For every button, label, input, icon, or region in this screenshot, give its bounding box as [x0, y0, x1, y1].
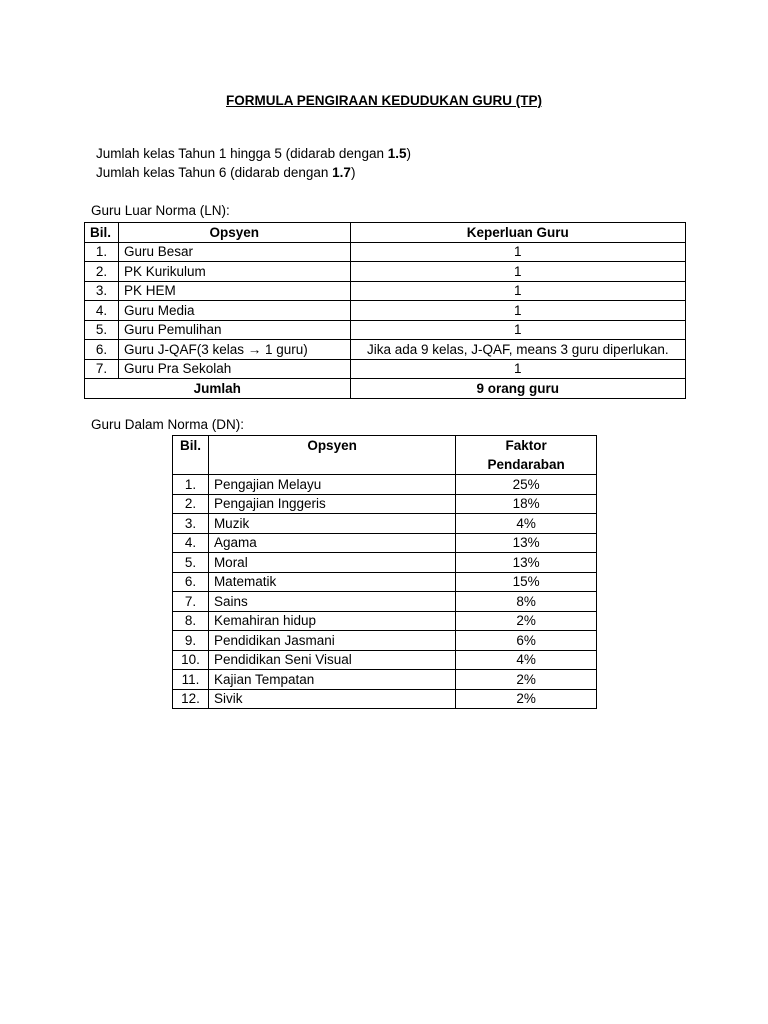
row-faktor: 15% [456, 572, 597, 592]
row-faktor: 2% [456, 670, 597, 690]
header-keperluan-guru: Keperluan Guru [350, 223, 685, 243]
row-opsyen: PK HEM [118, 281, 350, 301]
row-keperluan: 1 [350, 262, 685, 282]
formula-text: Jumlah kelas Tahun 1 hingga 5 (didarab dengan [96, 146, 388, 161]
row-opsyen: Sains [208, 592, 455, 612]
header-opsyen: Opsyen [208, 436, 455, 475]
row-bil: 4. [85, 301, 119, 321]
row-opsyen: Kajian Tempatan [208, 670, 455, 690]
row-opsyen: Matematik [208, 572, 455, 592]
row-faktor: 13% [456, 553, 597, 573]
row-bil: 4. [173, 533, 209, 553]
total-label: Jumlah [85, 379, 351, 399]
row-keperluan: 1 [350, 301, 685, 321]
row-bil: 12. [173, 689, 209, 709]
row-faktor: 6% [456, 631, 597, 651]
table-header-row [173, 436, 597, 475]
table-row [85, 301, 686, 321]
ln-table [84, 222, 686, 399]
row-bil: 6. [85, 340, 119, 360]
table-row [173, 689, 597, 709]
row-faktor: 4% [456, 514, 597, 534]
row-bil: 1. [173, 475, 209, 495]
row-keperluan: 1 [350, 242, 685, 262]
table-row [85, 340, 686, 360]
row-bil: 3. [173, 514, 209, 534]
table-row [173, 611, 597, 631]
row-bil: 2. [85, 262, 119, 282]
row-faktor: 2% [456, 611, 597, 631]
row-keperluan: 1 [350, 281, 685, 301]
header-faktor-pendaraban [456, 436, 597, 475]
row-bil: 11. [173, 670, 209, 690]
table-row [85, 242, 686, 262]
total-value: 9 orang guru [350, 379, 685, 399]
row-bil: 7. [85, 359, 119, 379]
row-bil: 7. [173, 592, 209, 612]
header-faktor-line1: Faktor [505, 438, 547, 453]
row-bil: 2. [173, 494, 209, 514]
row-bil: 10. [173, 650, 209, 670]
table-row [173, 494, 597, 514]
header-opsyen: Opsyen [118, 223, 350, 243]
row-faktor: 13% [456, 533, 597, 553]
row-bil: 5. [173, 553, 209, 573]
row-opsyen: Guru Besar [118, 242, 350, 262]
table-row [173, 553, 597, 573]
row-opsyen: Guru Pra Sekolah [118, 359, 350, 379]
ln-section-label: Guru Luar Norma (LN): [91, 203, 230, 218]
row-faktor: 2% [456, 689, 597, 709]
row-opsyen: Guru Media [118, 301, 350, 321]
table-row [173, 475, 597, 495]
table-row [85, 320, 686, 340]
header-faktor-line2: Pendaraban [487, 457, 565, 472]
row-opsyen: Guru Pemulihan [118, 320, 350, 340]
table-row [173, 533, 597, 553]
row-opsyen: Moral [208, 553, 455, 573]
row-opsyen: Muzik [208, 514, 455, 534]
row-keperluan: Jika ada 9 kelas, J-QAF, means 3 guru diperlukan. [350, 340, 685, 360]
table-row [85, 281, 686, 301]
formula-close: ) [350, 165, 356, 180]
total-row [85, 379, 686, 399]
row-bil: 3. [85, 281, 119, 301]
table-row [173, 572, 597, 592]
row-opsyen: Pengajian Melayu [208, 475, 455, 495]
row-bil: 8. [173, 611, 209, 631]
table-row [173, 592, 597, 612]
dn-table [172, 435, 597, 709]
row-opsyen: PK Kurikulum [118, 262, 350, 282]
table-row [173, 631, 597, 651]
row-faktor: 18% [456, 494, 597, 514]
row-bil: 5. [85, 320, 119, 340]
formula-line-tahun-6 [96, 165, 355, 180]
formula-line-tahun-1-5 [96, 146, 411, 161]
table-row [85, 262, 686, 282]
row-opsyen: Pendidikan Seni Visual [208, 650, 455, 670]
table-header-row [85, 223, 686, 243]
dn-section-label: Guru Dalam Norma (DN): [91, 417, 245, 432]
row-bil: 9. [173, 631, 209, 651]
row-faktor: 25% [456, 475, 597, 495]
row-faktor: 8% [456, 592, 597, 612]
header-bil: Bil. [85, 223, 119, 243]
row-opsyen: Pendidikan Jasmani [208, 631, 455, 651]
formula-factor: 1.7 [332, 165, 351, 180]
table-row [173, 650, 597, 670]
row-opsyen: Agama [208, 533, 455, 553]
table-row [173, 514, 597, 534]
formula-close: ) [406, 146, 411, 161]
row-opsyen: Pengajian Inggeris [208, 494, 455, 514]
row-keperluan: 1 [350, 320, 685, 340]
row-opsyen: Kemahiran hidup [208, 611, 455, 631]
row-opsyen: Sivik [208, 689, 455, 709]
row-bil: 1. [85, 242, 119, 262]
row-faktor: 4% [456, 650, 597, 670]
formula-text: Jumlah kelas Tahun 6 (didarab dengan [96, 165, 333, 180]
row-bil: 6. [173, 572, 209, 592]
table-row [85, 359, 686, 379]
table-row [173, 670, 597, 690]
formula-factor: 1.5 [387, 146, 407, 161]
header-bil: Bil. [173, 436, 209, 475]
row-opsyen: Guru J-QAF(3 kelas → 1 guru) [118, 340, 350, 360]
document-title: FORMULA PENGIRAAN KEDUDUKAN GURU (TP) [226, 93, 542, 108]
row-keperluan: 1 [350, 359, 685, 379]
